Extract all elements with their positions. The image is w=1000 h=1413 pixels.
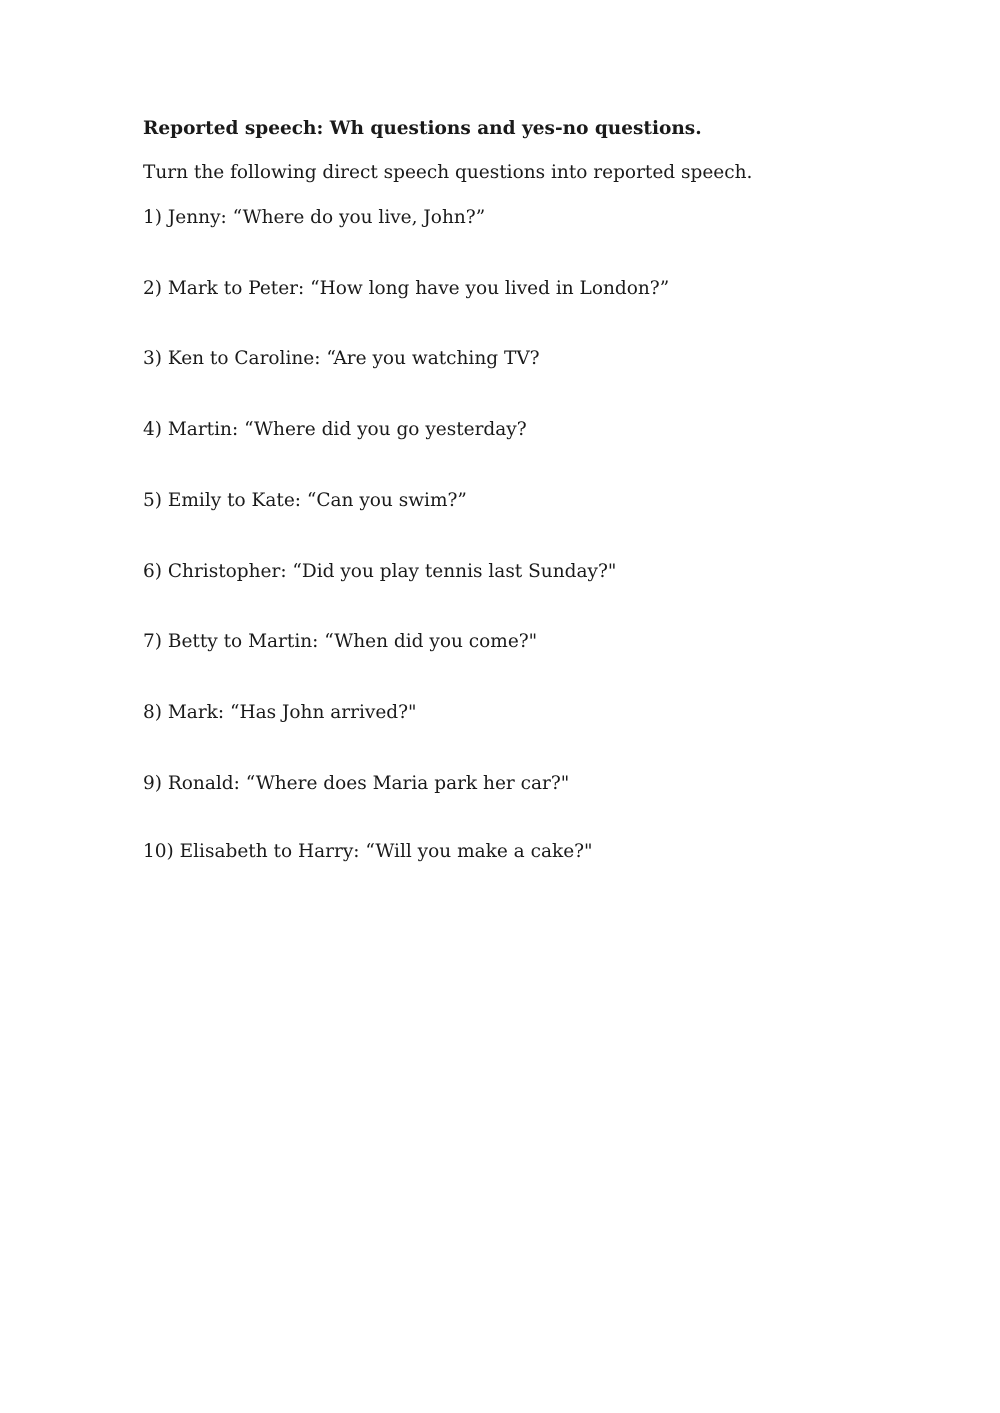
- question-5: 5) Emily to Kate: “Can you swim?”: [143, 490, 467, 511]
- question-3: 3) Ken to Caroline: “Are you watching TV?: [143, 348, 540, 369]
- question-10: 10) Elisabeth to Harry: “Will you make a cake?": [143, 841, 593, 862]
- question-9: 9) Ronald: “Where does Maria park her car?": [143, 773, 570, 794]
- question-6: 6) Christopher: “Did you play tennis last Sunday?": [143, 561, 617, 582]
- question-2: 2) Mark to Peter: “How long have you lived in London?”: [143, 278, 670, 299]
- question-4: 4) Martin: “Where did you go yesterday?: [143, 419, 527, 440]
- question-7: 7) Betty to Martin: “When did you come?": [143, 631, 538, 652]
- worksheet-title: Reported speech: Wh questions and yes-no questions.: [143, 118, 702, 139]
- worksheet-instruction: Turn the following direct speech questions into reported speech.: [143, 162, 753, 183]
- question-1: 1) Jenny: “Where do you live, John?”: [143, 207, 486, 228]
- question-8: 8) Mark: “Has John arrived?": [143, 702, 417, 723]
